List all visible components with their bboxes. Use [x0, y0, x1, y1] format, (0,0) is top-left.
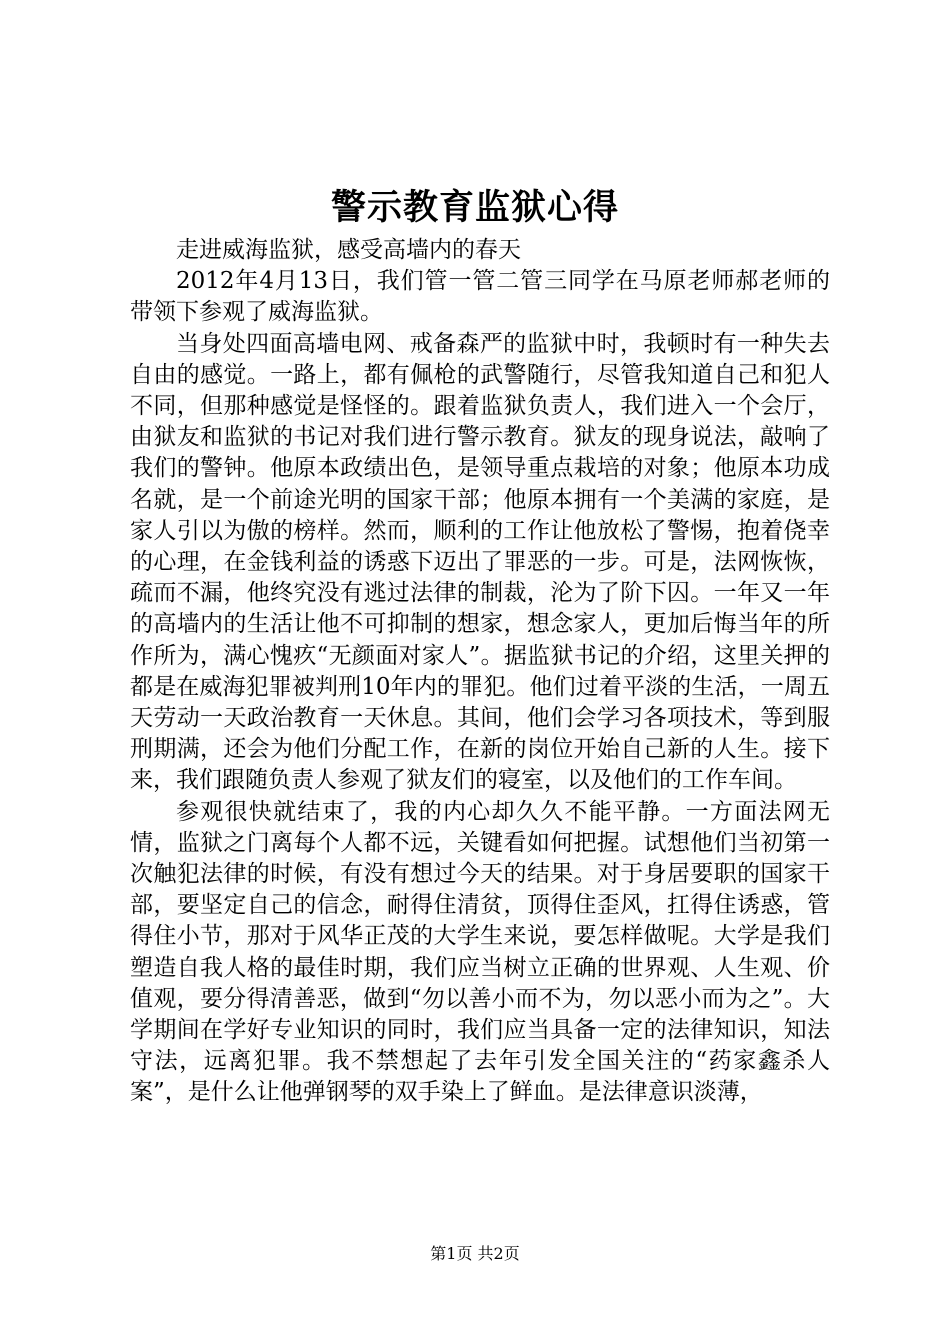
document-body [130, 235, 830, 1109]
page-number-footer: 第1页 共2页 [430, 1244, 520, 1263]
body-paragraph-reflection: 参观很快就结束了，我的内心却久久不能平静。一方面法网无情，监狱之门离每个人都不远，关键看如何把握。试想他们当初第一次触犯法律的时候，有没有想过今天的结果。对于身居要职的国家干部，要坚定自己的信念，耐得住清贫，顶得住歪风，扛得住诱惑，管得住小节，那对于风华正茂的大学生来说，要怎样做呢。大学是我们塑造自我人格的最佳时期，我们应当树立正确的世界观、人生观、价值观，要分得清善恶，做到“勿以善小而不为，勿以恶小而为之”。大学期间在学好专业知识的同时，我们应当具备一定的法律知识，知法守法，远离犯罪。我不禁想起了去年引发全国关注的“药家鑫杀人案”，是什么让他弹钢琴的双手染上了鲜血。是法律意识淡薄， [130, 798, 830, 1106]
intro-paragraph: 2012年4月13日，我们管一管二管三同学在马原老师郝老师的带领下参观了威海监狱。 [130, 268, 830, 326]
subtitle-paragraph: 走进威海监狱，感受高墙内的春天 [176, 237, 521, 263]
body-paragraph-visit: 当身处四面高墙电网、戒备森严的监狱中时，我顿时有一种失去自由的感觉。一路上，都有佩枪的武警随行，尽管我知道自己和犯人不同，但那种感觉是怪怪的。跟着监狱负责人，我们进入一个会厅，由狱友和监狱的书记对我们进行警示教育。狱友的现身说法，敲响了我们的警钟。他原本政绩出色，是领导重点栽培的对象；他原本功成名就，是一个前途光明的国家干部；他原本拥有一个美满的家庭，是家人引以为傲的榜样。然而，顺利的工作让他放松了警惕，抱着侥幸的心理，在金钱利益的诱惑下迈出了罪恶的一步。可是，法网恢恢，疏而不漏，他终究没有逃过法律的制裁，沦为了阶下囚。一年又一年的高墙内的生活让他不可抑制的想家，想念家人，更加后悔当年的所作所为，满心愧疚“无颜面对家人”。据监狱书记的介绍，这里关押的都是在威海犯罪被判刑10年内的罪犯。他们过着平淡的生活，一周五天劳动一天政治教育一天休息。其间，他们会学习各项技术，等到服刑期满，还会为他们分配工作，在新的岗位开始自己新的人生。接下来，我们跟随负责人参观了狱友们的寝室，以及他们的工作车间。 [130, 330, 830, 794]
document-title: 警示教育监狱心得 [330, 187, 619, 228]
